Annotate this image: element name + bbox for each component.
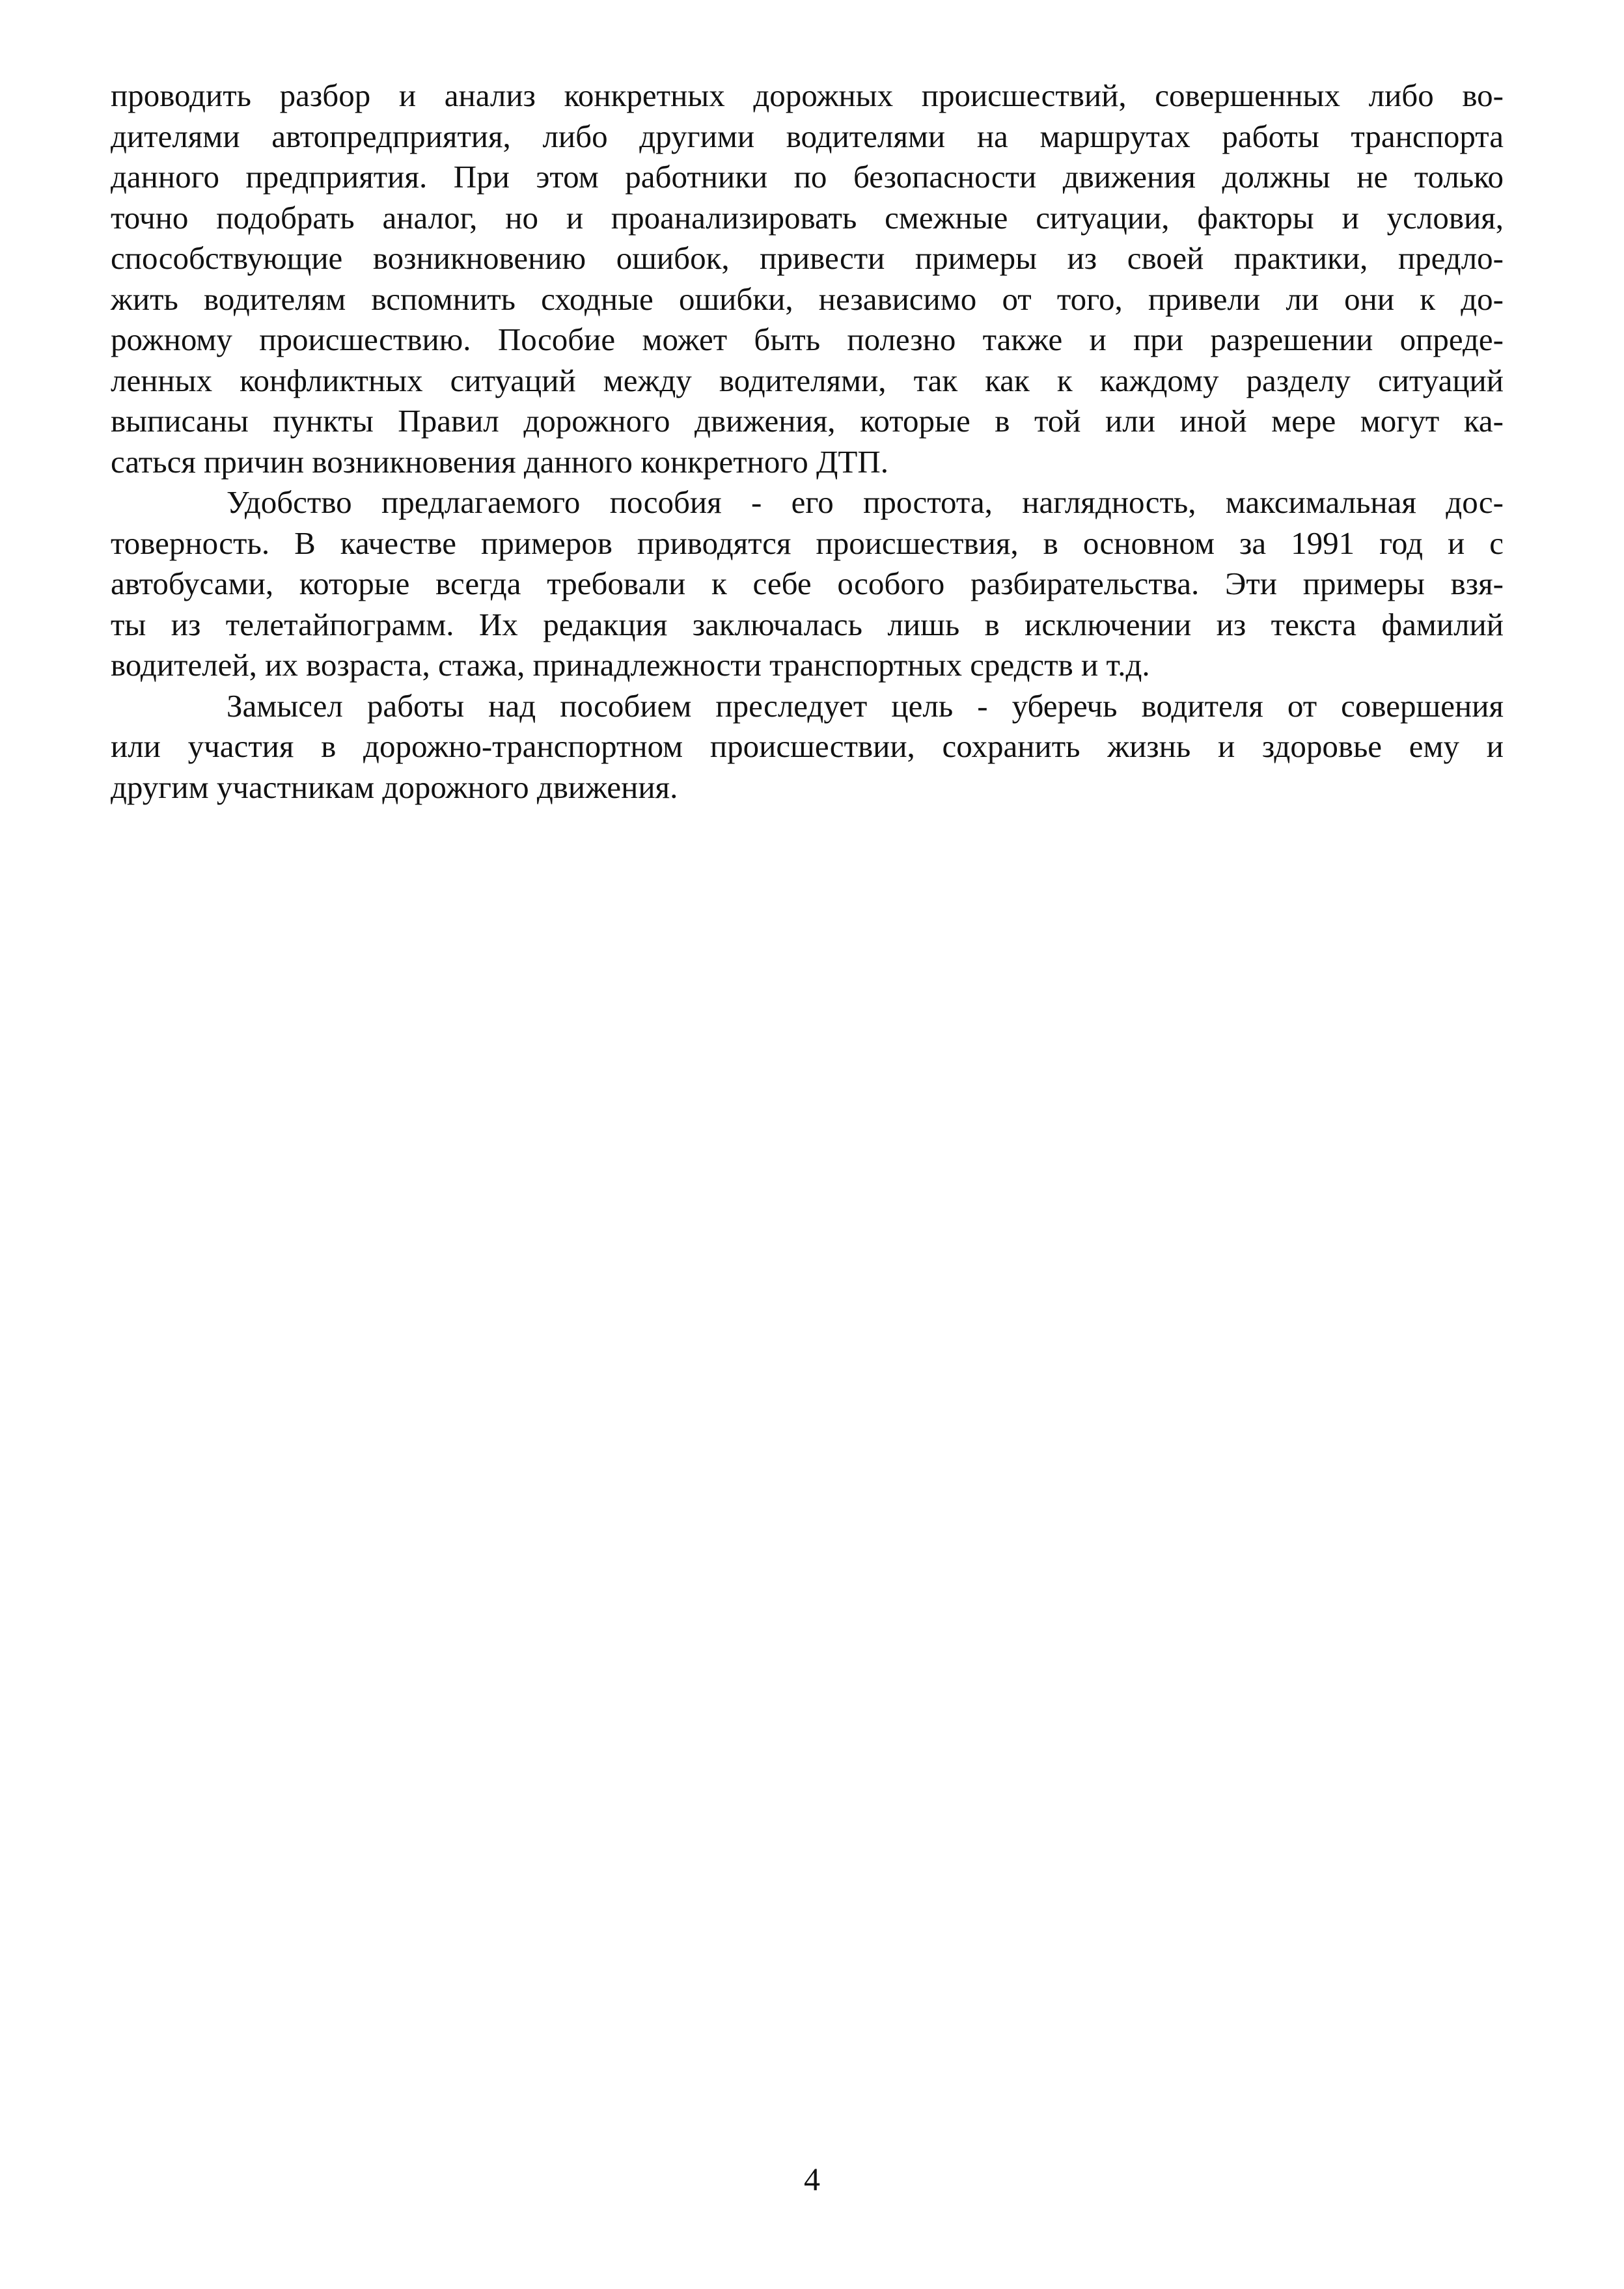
text-line: саться причин возникновения данного конкретного ДТП.	[111, 443, 888, 480]
text-line: точно подобрать аналог, но и проанализировать смежные ситуации, факторы и условия,	[111, 199, 1504, 236]
text-line: проводить разбор и анализ конкретных дорожных происшествий, совершенных либо во-	[111, 77, 1504, 113]
paragraph-2	[111, 482, 1504, 686]
text-line: выписаны пункты Правил дорожного движения, которые в той или иной мере могут ка-	[111, 403, 1504, 439]
text-line: или участия в дорожно-транспортном происшествии, сохранить жизнь и здоровье ему и	[111, 728, 1504, 764]
text-line: другим участникам дорожного движения.	[111, 769, 678, 805]
text-line: рожному происшествию. Пособие может быть полезно также и при разрешении опреде-	[111, 322, 1504, 357]
text-line: автобусами, которые всегда требовали к себе особого разбирательства. Эти примеры взя-	[111, 566, 1504, 601]
text-line: данного предприятия. При этом работники по безопасности движения должны не только	[111, 159, 1504, 195]
text-line: способствующие возникновению ошибок, привести примеры из своей практики, предло-	[111, 240, 1504, 276]
text-line: жить водителям вспомнить сходные ошибки, независимо от того, привели ли они к до-	[111, 281, 1504, 317]
text-line: товерность. В качестве примеров приводятся происшествия, в основном за 1991 год и с	[111, 525, 1504, 561]
text-line: дителями автопредприятия, либо другими водителями на маршрутах работы транспорта	[111, 118, 1504, 154]
page-number: 4	[804, 2161, 820, 2197]
body-text	[111, 75, 1504, 808]
text-line: ты из телетайпограмм. Их редакция заключалась лишь в исключении из текста фамилий	[111, 606, 1504, 642]
text-line: водителей, их возраста, стажа, принадлежности транспортных средств и т.д.	[111, 647, 1150, 683]
text-line: ленных конфликтных ситуаций между водителями, так как к каждому разделу ситуаций	[111, 362, 1504, 398]
paragraph-1	[111, 75, 1504, 482]
text-line: Замысел работы над пособием преследует цель - уберечь водителя от совершения	[227, 687, 1504, 724]
paragraph-3	[111, 686, 1504, 808]
text-line: Удобство предлагаемого пособия - его простота, наглядность, максимальная дос-	[227, 484, 1504, 520]
